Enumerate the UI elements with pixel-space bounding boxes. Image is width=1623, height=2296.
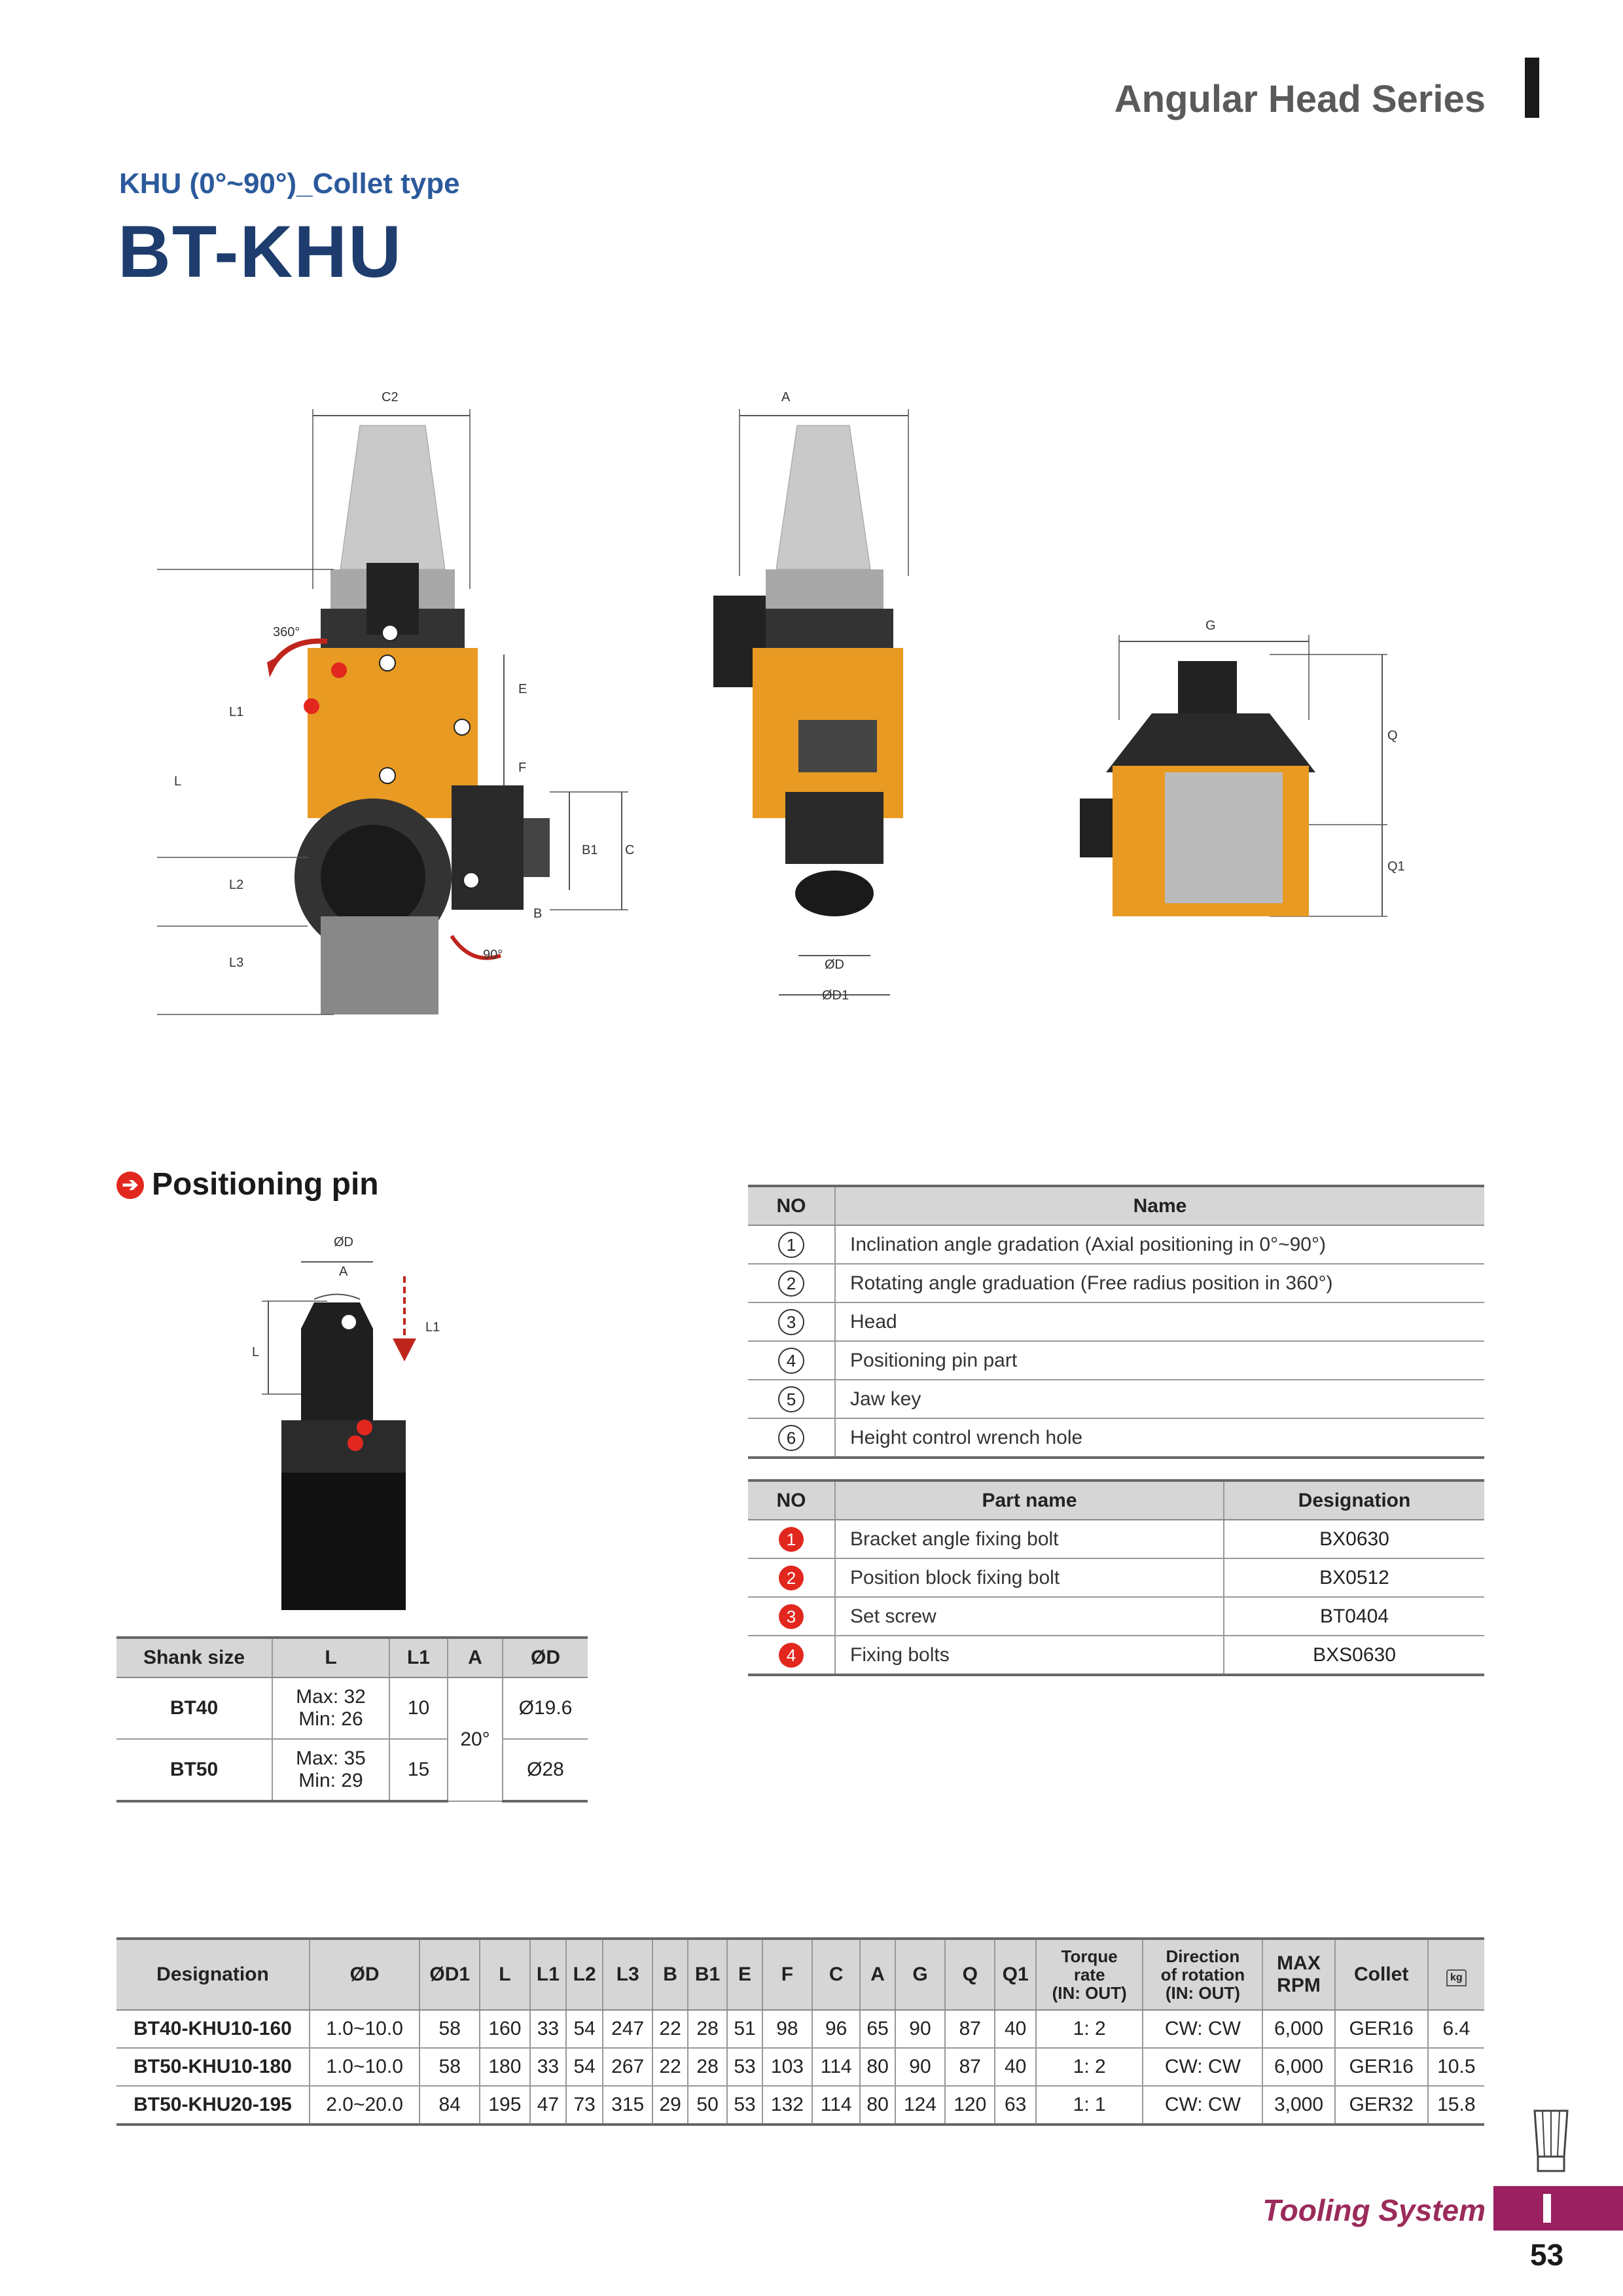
spec-cell: 33 <box>530 2010 567 2048</box>
spec-cell: 87 <box>945 2010 995 2048</box>
col-l1: L1 <box>530 1939 567 2010</box>
col-q: Q <box>945 1939 995 2010</box>
spec-cell: 80 <box>860 2048 895 2086</box>
col-b: B <box>652 1939 688 2010</box>
specification-table <box>116 1937 1484 2126</box>
footer-bar <box>1493 2186 1623 2231</box>
designation-cell: BX0630 <box>1224 1520 1484 1558</box>
dim-label-od1: ØD1 <box>822 988 849 1003</box>
spec-cell: 22 <box>652 2010 688 2048</box>
positioning-pin-drawing <box>236 1230 458 1623</box>
col-a: A <box>860 1939 895 2010</box>
spec-cell: 53 <box>727 2086 762 2125</box>
top-view-drawing <box>1080 635 1387 916</box>
arrow-icon: ➔ <box>116 1172 144 1199</box>
designation-cell: BX0512 <box>1224 1558 1484 1597</box>
shank-cell: BT40 <box>116 1677 272 1739</box>
table-header-row <box>116 1638 588 1677</box>
spec-cell: 98 <box>762 2010 812 2048</box>
spec-cell: 120 <box>945 2086 995 2125</box>
l-min: Min: 26 <box>298 1708 363 1730</box>
series-title: Angular Head Series <box>1114 78 1486 120</box>
col-g: G <box>895 1939 945 2010</box>
number-marker: 4 <box>779 1643 804 1668</box>
table-header-row <box>748 1480 1484 1520</box>
spec-cell: 53 <box>727 2048 762 2086</box>
product-drawings <box>157 380 1453 1034</box>
l1-cell: 10 <box>389 1677 448 1739</box>
spec-cell: 90 <box>895 2010 945 2048</box>
positioning-pin-heading: Positioning pin <box>152 1167 379 1202</box>
name-cell: Positioning pin part <box>835 1341 1484 1380</box>
spec-cell: CW: CW <box>1143 2086 1262 2125</box>
parts-table <box>748 1479 1484 1676</box>
table-row <box>748 1520 1484 1558</box>
shank-cell: BT50 <box>116 1739 272 1801</box>
spec-cell: 247 <box>603 2010 652 2048</box>
table-row <box>116 2010 1484 2048</box>
dim-label-c2: C2 <box>382 390 399 404</box>
spec-cell: GER16 <box>1335 2048 1428 2086</box>
table-row <box>748 1341 1484 1380</box>
col-od: ØD <box>310 1939 419 2010</box>
side-view-drawing <box>157 409 628 1014</box>
spec-cell: 29 <box>652 2086 688 2125</box>
spec-cell: 54 <box>566 2048 603 2086</box>
spec-cell: 6.4 <box>1428 2010 1484 2048</box>
spec-cell: 315 <box>603 2086 652 2125</box>
col-e: E <box>727 1939 762 2010</box>
spec-cell: 54 <box>566 2010 603 2048</box>
spec-cell: 1: 2 <box>1036 2048 1143 2086</box>
dim-label-q: Q <box>1387 728 1398 743</box>
table-row <box>748 1418 1484 1458</box>
table-header-row <box>748 1186 1484 1225</box>
part-cell: Fixing bolts <box>835 1636 1224 1675</box>
table-row <box>748 1264 1484 1302</box>
spec-cell: GER16 <box>1335 2010 1428 2048</box>
designation-cell: BT50-KHU10-180 <box>116 2048 310 2086</box>
col-l3: L3 <box>603 1939 652 2010</box>
spec-cell: 22 <box>652 2048 688 2086</box>
od-cell: Ø28 <box>503 1739 588 1801</box>
spec-cell: 51 <box>727 2010 762 2048</box>
spec-cell: 65 <box>860 2010 895 2048</box>
collet-icon <box>1528 2104 1574 2176</box>
weight-icon: kg <box>1428 1939 1484 2010</box>
number-marker: 1 <box>779 1527 804 1552</box>
a-cell: 20° <box>448 1677 503 1801</box>
spec-cell: 58 <box>419 2048 480 2086</box>
col-name: Name <box>835 1186 1484 1225</box>
l-min: Min: 29 <box>298 1770 363 1791</box>
col-f: F <box>762 1939 812 2010</box>
pin-label-l1: L1 <box>425 1320 440 1335</box>
spec-cell: 96 <box>812 2010 860 2048</box>
spec-cell: 58 <box>419 2010 480 2048</box>
od-cell: Ø19.6 <box>503 1677 588 1739</box>
table-row <box>748 1636 1484 1675</box>
spec-cell: 267 <box>603 2048 652 2086</box>
table-row <box>748 1302 1484 1341</box>
col-od: ØD <box>503 1638 588 1677</box>
angle-label-90: 90° <box>483 948 503 962</box>
designation-cell: BT40-KHU10-160 <box>116 2010 310 2048</box>
dim-label-g: G <box>1205 619 1216 633</box>
col-l: L <box>480 1939 529 2010</box>
l-max: Max: 32 <box>296 1686 366 1708</box>
number-marker: 4 <box>778 1348 804 1374</box>
col-designation: Designation <box>1224 1480 1484 1520</box>
l-max: Max: 35 <box>296 1748 366 1769</box>
spec-cell: 114 <box>812 2048 860 2086</box>
col-torque: Torque rate (IN: OUT) <box>1036 1939 1143 2010</box>
dim-label-b: B <box>533 906 543 921</box>
designation-cell: BT50-KHU20-195 <box>116 2086 310 2125</box>
dim-label-l: L <box>174 774 182 789</box>
spec-cell: 6,000 <box>1262 2048 1334 2086</box>
dim-label-f: F <box>518 761 527 775</box>
pin-label-od: ØD <box>334 1235 353 1249</box>
table-row <box>748 1597 1484 1636</box>
component-names-table <box>748 1185 1484 1459</box>
designation-cell: BXS0630 <box>1224 1636 1484 1675</box>
product-title: BT-KHU <box>118 211 403 293</box>
spec-cell: 1: 2 <box>1036 2010 1143 2048</box>
table-row <box>116 2086 1484 2125</box>
spec-cell: 28 <box>688 2010 727 2048</box>
col-designation: Designation <box>116 1939 310 2010</box>
name-cell: Height control wrench hole <box>835 1418 1484 1458</box>
spec-cell: 87 <box>945 2048 995 2086</box>
number-marker: 2 <box>779 1566 804 1590</box>
spec-cell: 1.0~10.0 <box>310 2048 419 2086</box>
l-cell <box>272 1739 389 1801</box>
part-cell: Set screw <box>835 1597 1224 1636</box>
spec-cell: CW: CW <box>1143 2010 1262 2048</box>
footer-bar-tick <box>1543 2194 1551 2223</box>
spec-cell: 103 <box>762 2048 812 2086</box>
table-row <box>748 1225 1484 1264</box>
spec-cell: 132 <box>762 2086 812 2125</box>
spec-cell: 180 <box>480 2048 529 2086</box>
page-number: 53 <box>1530 2238 1564 2272</box>
spec-cell: 6,000 <box>1262 2010 1334 2048</box>
spec-cell: CW: CW <box>1143 2048 1262 2086</box>
part-cell: Bracket angle fixing bolt <box>835 1520 1224 1558</box>
footer-label: Tooling System <box>1262 2193 1486 2227</box>
col-l: L <box>272 1638 389 1677</box>
pin-label-a: A <box>339 1265 348 1279</box>
spec-cell: 47 <box>530 2086 567 2125</box>
dim-label-a: A <box>781 390 791 404</box>
front-view-drawing <box>713 409 908 995</box>
dim-label-e: E <box>518 682 527 696</box>
spec-cell: 40 <box>995 2048 1036 2086</box>
spec-cell: 84 <box>419 2086 480 2125</box>
number-marker: 2 <box>778 1270 804 1297</box>
dim-label-od: ØD <box>825 958 844 972</box>
dim-label-l2: L2 <box>229 878 244 892</box>
name-cell: Rotating angle graduation (Free radius position in 360°) <box>835 1264 1484 1302</box>
dim-label-c: C <box>625 843 635 857</box>
col-l1: L1 <box>389 1638 448 1677</box>
part-cell: Position block fixing bolt <box>835 1558 1224 1597</box>
pin-label-l: L <box>252 1345 260 1359</box>
designation-cell: BT0404 <box>1224 1597 1484 1636</box>
spec-cell: 33 <box>530 2048 567 2086</box>
spec-cell: 1.0~10.0 <box>310 2010 419 2048</box>
name-cell: Inclination angle gradation (Axial positioning in 0°~90°) <box>835 1225 1484 1264</box>
spec-cell: 50 <box>688 2086 727 2125</box>
spec-cell: 1: 1 <box>1036 2086 1143 2125</box>
spec-cell: 124 <box>895 2086 945 2125</box>
spec-cell: 160 <box>480 2010 529 2048</box>
col-no: NO <box>748 1480 835 1520</box>
number-marker: 1 <box>778 1232 804 1258</box>
spec-cell: 114 <box>812 2086 860 2125</box>
positioning-pin-table <box>116 1636 588 1803</box>
spec-cell: 28 <box>688 2048 727 2086</box>
spec-cell: 195 <box>480 2086 529 2125</box>
number-marker: 5 <box>778 1386 804 1412</box>
table-header-row <box>116 1939 1484 2010</box>
name-cell: Jaw key <box>835 1380 1484 1418</box>
dim-label-q1: Q1 <box>1387 859 1405 874</box>
spec-cell: 10.5 <box>1428 2048 1484 2086</box>
number-marker: 6 <box>778 1425 804 1451</box>
table-row <box>116 1739 588 1801</box>
col-part-name: Part name <box>835 1480 1224 1520</box>
name-cell: Head <box>835 1302 1484 1341</box>
header-bar <box>1525 58 1539 118</box>
col-b1: B1 <box>688 1939 727 2010</box>
angle-label-360: 360° <box>273 625 300 639</box>
col-collet: Collet <box>1335 1939 1428 2010</box>
col-a: A <box>448 1638 503 1677</box>
spec-cell: 63 <box>995 2086 1036 2125</box>
dim-label-l1: L1 <box>229 705 244 719</box>
col-l2: L2 <box>566 1939 603 2010</box>
spec-cell: GER32 <box>1335 2086 1428 2125</box>
col-no: NO <box>748 1186 835 1225</box>
spec-cell: 73 <box>566 2086 603 2125</box>
l-cell <box>272 1677 389 1739</box>
col-direction: Direction of rotation (IN: OUT) <box>1143 1939 1262 2010</box>
col-rpm: MAX RPM <box>1262 1939 1334 2010</box>
number-marker: 3 <box>778 1309 804 1335</box>
number-marker: 3 <box>779 1604 804 1629</box>
spec-cell: 15.8 <box>1428 2086 1484 2125</box>
spec-cell: 90 <box>895 2048 945 2086</box>
col-shank: Shank size <box>116 1638 272 1677</box>
spec-cell: 3,000 <box>1262 2086 1334 2125</box>
product-subtitle: KHU (0°~90°)_Collet type <box>119 168 460 200</box>
spec-cell: 2.0~20.0 <box>310 2086 419 2125</box>
dim-label-l3: L3 <box>229 956 244 970</box>
table-row <box>116 2048 1484 2086</box>
table-row <box>748 1558 1484 1597</box>
table-row <box>748 1380 1484 1418</box>
spec-cell: 80 <box>860 2086 895 2125</box>
dim-label-b1: B1 <box>582 843 598 857</box>
table-row <box>116 1677 588 1739</box>
l1-cell: 15 <box>389 1739 448 1801</box>
col-q1: Q1 <box>995 1939 1036 2010</box>
col-c: C <box>812 1939 860 2010</box>
col-od1: ØD1 <box>419 1939 480 2010</box>
spec-cell: 40 <box>995 2010 1036 2048</box>
